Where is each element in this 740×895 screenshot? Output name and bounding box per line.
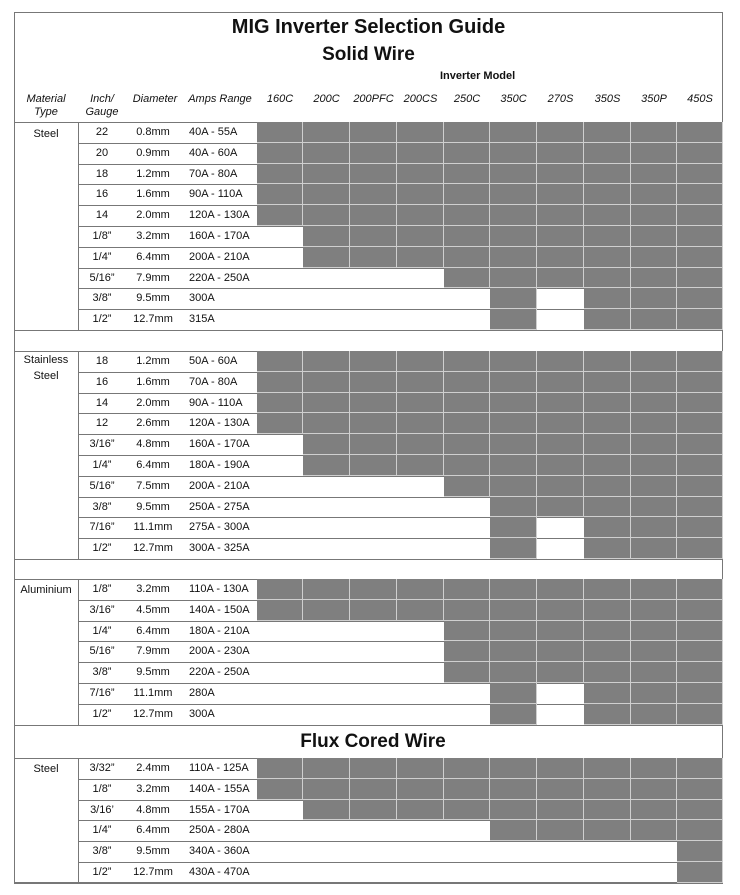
amps-cell: 250A - 275A xyxy=(189,500,250,513)
gauge-cell: 1/8” xyxy=(92,583,112,595)
diameter-cell: 4.5mm xyxy=(136,603,170,616)
material-label: Steel xyxy=(33,128,59,140)
gauge-cell: 1/4” xyxy=(92,624,112,637)
diameter-cell: 9.5mm xyxy=(136,500,170,513)
gauge-cell: 3/8” xyxy=(92,845,112,858)
gauge-cell: 7/16” xyxy=(89,521,115,534)
gauge-cell: 1/2” xyxy=(92,313,112,326)
diameter-cell: 3.2mm xyxy=(136,782,170,795)
amps-cell: 250A - 280A xyxy=(189,824,250,837)
gauge-cell: 7/16” xyxy=(89,687,115,699)
gauge-cell: 1/8” xyxy=(92,230,112,242)
amps-cell: 160A - 170A xyxy=(189,230,250,242)
diameter-cell: 4.8mm xyxy=(136,438,170,451)
header-gauge: Inch/ Gauge xyxy=(85,93,119,118)
diameter-cell: 6.4mm xyxy=(136,824,170,837)
header-diameter: Diameter xyxy=(132,93,178,105)
gauge-cell: 3/16” xyxy=(89,438,115,451)
gauge-cell: 3/8” xyxy=(92,666,112,679)
page-title: MIG Inverter Selection Guide xyxy=(231,16,506,38)
gauge-cell: 1/2” xyxy=(92,707,112,720)
amps-cell: 430A - 470A xyxy=(189,866,250,878)
amps-cell: 90A - 110A xyxy=(189,188,243,201)
amps-cell: 200A - 230A xyxy=(189,645,250,658)
amps-cell: 40A - 60A xyxy=(189,146,238,159)
diameter-cell: 6.4mm xyxy=(136,250,170,263)
gauge-cell: 14 xyxy=(95,209,109,222)
amps-cell: 50A - 60A xyxy=(189,355,238,367)
amps-cell: 280A xyxy=(189,687,215,699)
amps-cell: 340A - 360A xyxy=(189,845,250,858)
gauge-cell: 3/16” xyxy=(89,603,115,616)
model-header-200pfc: 200PFC xyxy=(353,93,394,105)
amps-cell: 120A - 130A xyxy=(189,209,250,222)
amps-cell: 155A - 170A xyxy=(189,803,250,816)
gauge-cell: 12 xyxy=(95,417,109,430)
amps-cell: 90A - 110A xyxy=(189,396,243,409)
gauge-cell: 1/8” xyxy=(92,782,112,795)
diameter-cell: 1.2mm xyxy=(136,355,170,367)
amps-cell: 140A - 155A xyxy=(189,782,250,795)
amps-cell: 220A - 250A xyxy=(189,666,250,679)
model-header-200c: 200C xyxy=(313,93,340,105)
header-material-type: Material Type xyxy=(26,93,66,118)
amps-cell: 300A xyxy=(189,292,215,305)
diameter-cell: 12.7mm xyxy=(133,542,173,555)
diameter-cell: 3.2mm xyxy=(136,230,170,242)
amps-cell: 70A - 80A xyxy=(189,375,238,388)
diameter-cell: 12.7mm xyxy=(133,313,173,326)
diameter-cell: 6.4mm xyxy=(136,459,170,471)
amps-cell: 110A - 130A xyxy=(189,583,249,595)
diameter-cell: 2.6mm xyxy=(136,417,170,430)
diameter-cell: 4.8mm xyxy=(136,803,170,816)
model-header-250c: 250C xyxy=(453,93,481,105)
diameter-cell: 12.7mm xyxy=(133,707,173,720)
diameter-cell: 6.4mm xyxy=(136,624,170,637)
amps-cell: 220A - 250A xyxy=(189,271,250,284)
model-header-160c: 160C xyxy=(266,93,294,105)
amps-cell: 200A - 210A xyxy=(189,479,250,492)
diameter-cell: 7.9mm xyxy=(136,645,170,658)
model-header-350s: 350S xyxy=(594,93,621,105)
diameter-cell: 1.6mm xyxy=(136,375,170,388)
model-header-350p: 350P xyxy=(641,93,667,105)
diameter-cell: 1.6mm xyxy=(136,188,170,201)
diameter-cell: 9.5mm xyxy=(136,292,170,305)
gauge-cell: 14 xyxy=(95,396,109,409)
model-header-350c: 350C xyxy=(500,93,527,105)
gauge-cell: 5/16” xyxy=(89,479,115,492)
amps-cell: 180A - 210A xyxy=(189,624,250,637)
gauge-cell: 18 xyxy=(95,355,109,367)
diameter-cell: 12.7mm xyxy=(133,866,173,878)
material-label: Aluminium xyxy=(20,584,72,596)
amps-cell: 180A - 190A xyxy=(189,459,250,471)
gauge-cell: 1/4” xyxy=(92,824,112,837)
amps-cell: 200A - 210A xyxy=(189,250,250,263)
amps-cell: 70A - 80A xyxy=(189,167,238,180)
section-title-flux-cored-wire: Flux Cored Wire xyxy=(300,731,446,752)
gauge-cell: 3/32” xyxy=(89,762,115,774)
material-label: Stainless Steel xyxy=(23,354,69,382)
model-header-200cs: 200CS xyxy=(403,93,438,105)
gauge-cell: 1/2” xyxy=(92,866,112,878)
diameter-cell: 11.1mm xyxy=(133,687,173,699)
gauge-cell: 1/2” xyxy=(92,542,112,555)
gauge-cell: 3/8” xyxy=(92,500,112,513)
gauge-cell: 16 xyxy=(95,188,109,201)
gauge-cell: 3/8” xyxy=(92,292,112,305)
model-header-270s: 270S xyxy=(547,93,574,105)
diameter-cell: 3.2mm xyxy=(136,583,170,595)
gauge-cell: 1/4” xyxy=(92,250,112,263)
diameter-cell: 7.5mm xyxy=(136,479,170,492)
diameter-cell: 9.5mm xyxy=(136,845,170,858)
amps-cell: 140A - 150A xyxy=(189,603,250,616)
amps-cell: 300A xyxy=(189,707,215,720)
diameter-cell: 7.9mm xyxy=(136,271,170,284)
gauge-cell: 5/16” xyxy=(89,271,115,284)
diameter-cell: 0.8mm xyxy=(136,126,170,138)
amps-cell: 275A - 300A xyxy=(189,521,250,534)
gauge-cell: 3/16’ xyxy=(90,803,114,816)
amps-cell: 315A xyxy=(189,313,215,326)
gauge-cell: 1/4” xyxy=(92,459,112,471)
header-amps-range: Amps Range xyxy=(188,93,252,105)
model-header-450s: 450S xyxy=(687,93,713,105)
amps-cell: 110A - 125A xyxy=(189,762,249,774)
diameter-cell: 2.0mm xyxy=(136,396,170,409)
section-title-solid-wire: Solid Wire xyxy=(322,44,415,65)
amps-cell: 160A - 170A xyxy=(189,438,250,451)
diameter-cell: 1.2mm xyxy=(136,167,170,180)
amps-cell: 300A - 325A xyxy=(189,542,250,555)
gauge-cell: 18 xyxy=(95,167,109,180)
diameter-cell: 2.0mm xyxy=(136,209,170,222)
diameter-cell: 9.5mm xyxy=(136,666,170,679)
gauge-cell: 16 xyxy=(95,375,109,388)
amps-cell: 40A - 55A xyxy=(189,126,238,138)
amps-cell: 120A - 130A xyxy=(189,417,250,430)
gauge-cell: 22 xyxy=(95,126,109,138)
inverter-model-label: Inverter Model xyxy=(440,70,516,82)
diameter-cell: 2.4mm xyxy=(136,762,170,774)
diameter-cell: 0.9mm xyxy=(136,146,170,159)
gauge-cell: 5/16” xyxy=(89,645,115,658)
material-label: Steel xyxy=(33,763,59,775)
diameter-cell: 11.1mm xyxy=(133,521,173,534)
gauge-cell: 20 xyxy=(95,146,109,159)
